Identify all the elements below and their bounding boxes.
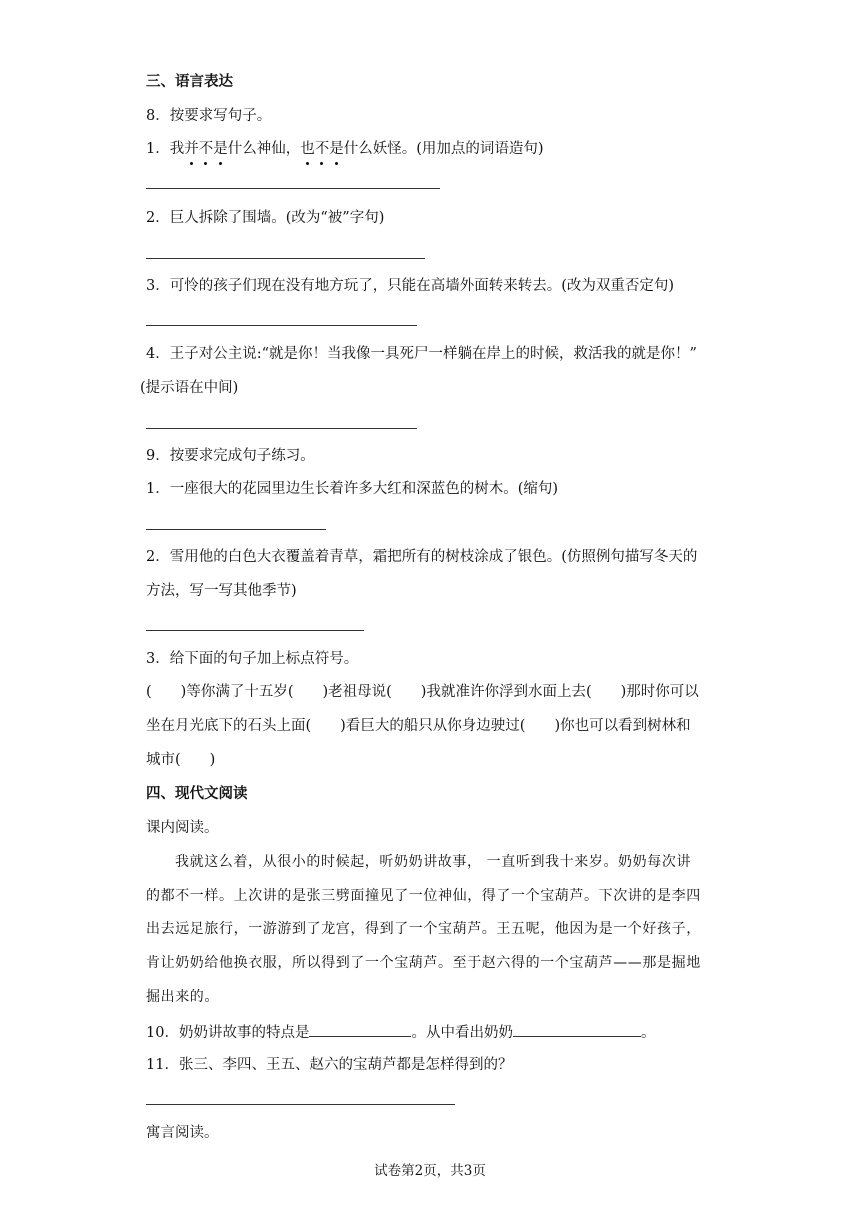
dotted-char: 并 (184, 141, 199, 157)
answer-line[interactable] (146, 428, 417, 429)
q8-item-4-hint: (提示语在中间) (140, 380, 239, 396)
dotted-char: 是 (329, 141, 344, 157)
punctuation-line-1[interactable]: ( )等你满了十五岁( )老祖母说( )我就准许你浮到水面上去( )那时你可以 (146, 684, 699, 700)
answer-line[interactable] (146, 1104, 455, 1105)
punctuation-line-2[interactable]: 坐在月光底下的石头上面( )看巨大的船只从你身边驶过( )你也可以看到树林和 (146, 718, 691, 734)
passage-line-2: 的都不一样。上次讲的是张三劈面撞见了一位神仙，得了一个宝葫芦。下次讲的是李四 (146, 888, 701, 904)
dotted-char: 是 (213, 141, 228, 157)
dotted-char: 不 (314, 141, 330, 157)
answer-line[interactable] (146, 529, 326, 530)
passage-line-3: 出去远足旅行，一游游到了龙宫，得到了一个宝葫芦。王五呢，他因为是一个好孩子， (146, 921, 701, 937)
q8-heading: 8．按要求写句子。 (146, 108, 272, 124)
answer-line[interactable] (146, 630, 364, 631)
passage-line-4: 肯让奶奶给他换衣服，所以得到了一个宝葫芦。至于赵六得的一个宝葫芦——那是掘地 (146, 955, 701, 971)
answer-line[interactable] (146, 188, 440, 189)
answer-line[interactable] (146, 258, 425, 259)
q9-item-2-cont: 方法，写一写其他季节) (146, 583, 297, 599)
reading-label: 课内阅读。 (146, 820, 219, 836)
answer-blank[interactable] (513, 1021, 641, 1037)
answer-blank[interactable] (309, 1021, 411, 1037)
section-4-title: 四、现代文阅读 (146, 785, 248, 802)
passage-line-5: 掘出来的。 (146, 989, 219, 1005)
q10: 10．奶奶讲故事的特点是 。从中看出奶奶 。 (146, 1021, 655, 1043)
q9-heading: 9．按要求完成句子练习。 (146, 448, 315, 464)
q9-item-1: 1．一座很大的花园里边生长着许多大红和深蓝色的树木。(缩句) (146, 481, 559, 497)
dotted-char: 不 (198, 141, 214, 157)
q9-item-3: 3．给下面的句子加上标点符号。 (146, 651, 359, 667)
section-3-title: 三、语言表达 (146, 73, 233, 90)
answer-line[interactable] (146, 325, 417, 326)
q11: 11．张三、李四、王五、赵六的宝葫芦都是怎样得到的？ (146, 1057, 513, 1073)
fable-label: 寓言阅读。 (146, 1125, 219, 1141)
page-footer: 试卷第2页，共3页 (374, 1163, 486, 1179)
q9-item-2: 2．雪用他的白色大衣覆盖着青草，霜把所有的树枝涂成了银色。(仿照例句描写冬天的 (146, 549, 698, 565)
q8-item-3: 3．可怜的孩子们现在没有地方玩了，只能在高墙外面转来转去。(改为双重否定句) (146, 278, 675, 294)
q8-item-2: 2．巨人拆除了围墙。(改为“被”字句) (146, 210, 385, 226)
passage-line-1: 我就这么着，从很小的时候起，听奶奶讲故事， 一直听到我十来岁。奶奶每次讲 (175, 854, 692, 870)
punctuation-line-3[interactable]: 城市( ) (146, 752, 216, 768)
q8-item-1: 1．我并不是什么神仙，也不是什么妖怪。(用加点的词语造句) (146, 141, 544, 157)
dotted-char: 也 (300, 141, 315, 157)
q8-item-4: 4．王子对公主说:“就是你！当我像一具死尸一样躺在岸上的时候，救活我的就是你！” (146, 346, 697, 362)
